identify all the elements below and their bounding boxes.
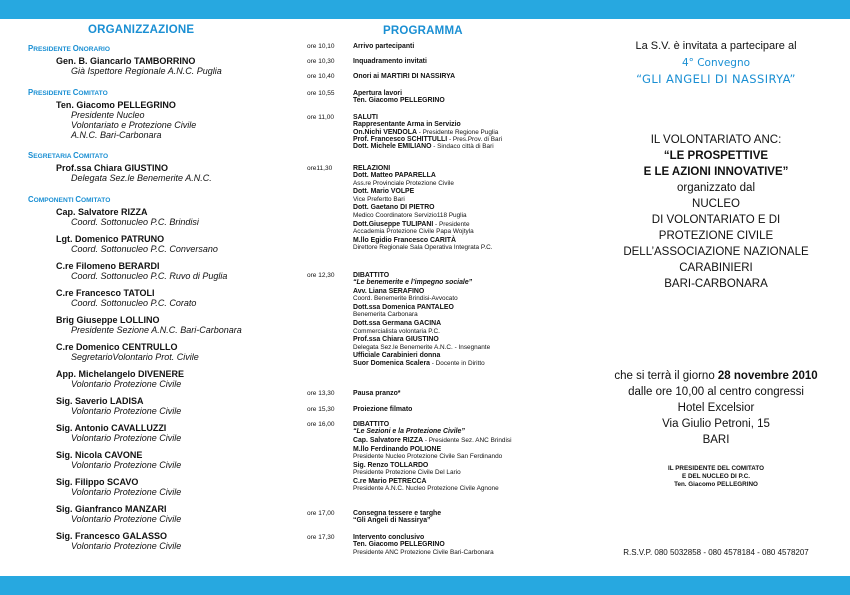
person-entry: [56, 531, 291, 551]
program-time: ore 11,00: [307, 114, 334, 121]
speaker-name: Dott. Matteo PAPARELLA: [353, 172, 436, 180]
program-title: Proiezione filmato: [353, 406, 413, 413]
program-time: ore 10,30: [307, 58, 335, 65]
speaker-name: M.llo Egidio Francesco CARITÀ: [353, 236, 456, 244]
person-name: Sig. Filippo SCAVO: [56, 477, 139, 487]
person-entry: [56, 450, 291, 470]
program-title: Inquadramento invitati: [353, 58, 427, 65]
speaker-role: Presidente A.N.C. Nucleo Protezione Civile Agnone: [353, 485, 499, 493]
person-name: Sig. Francesco GALASSO: [56, 531, 168, 541]
person-name: C.re Francesco TATOLI: [56, 288, 155, 298]
person-entry: [56, 369, 291, 389]
program-time: ore 15,30: [307, 406, 335, 413]
person-role: Coord. Sottonucleo P.C. Corato: [71, 298, 197, 308]
organizer-line: organizzato dal: [677, 182, 755, 194]
speaker-line: Suor Domenica Scalera - Docente in Diritto: [353, 359, 485, 367]
person-role: A.N.C. Bari-Carbonara: [71, 130, 162, 140]
person-entry: [56, 396, 291, 416]
speaker-name: Avv. Liana SERAFINO: [353, 288, 425, 296]
signature-line: IL PRESIDENTE DEL COMITATO: [668, 465, 764, 472]
program-time: ore 10,10: [307, 43, 335, 50]
person-entry: [56, 423, 291, 443]
speaker-role: Vice Prefertto Bari: [353, 195, 405, 203]
program-title: Pausa pranzo*: [353, 390, 401, 397]
top-color-band: [0, 0, 850, 19]
person-role: Volontario Protezione Civile: [71, 460, 182, 470]
invitation-intro: La S.V. è invitata a partecipare al: [635, 40, 797, 52]
speaker-line: Dott.Giuseppe TULIPANI - Presidente: [353, 220, 470, 228]
speaker-role: Direttore Regionale Sala Operativa Integrata P.C.: [353, 243, 493, 251]
person-role: SegretarioVolontario Prot. Civile: [71, 352, 199, 362]
speaker-role: Presidente Protezione Civile Del Lario: [353, 469, 461, 477]
speaker-name: Prof.ssa Chiara GIUSTINO: [353, 336, 439, 344]
event-date: 28 novembre 2010: [717, 370, 818, 382]
person-entry: [56, 207, 291, 227]
speaker-name: Ten. Giacomo PELLEGRINO: [353, 541, 445, 549]
person-role: Coord. Sottonucleo P.C. Brindisi: [71, 217, 199, 227]
speaker-role: Delegata Sez.le Benemerite A.N.C. - Insegnante: [353, 343, 491, 351]
person-entry: [56, 477, 291, 497]
program-subtitle: “Le Sezioni e la Protezione Civile”: [353, 428, 465, 436]
bottom-color-band: [0, 576, 850, 595]
person-entry: [56, 100, 291, 140]
organizer-line: BARI-CARBONARA: [664, 278, 768, 290]
section-presidente-onorario: PRESIDENTE ONORARIO: [28, 44, 110, 53]
speaker-role: Coord. Benemerite Brindisi-Avvocato: [353, 295, 458, 303]
signature-line: E DEL NUCLEO DI P.C.: [682, 473, 750, 480]
person-role: Presidente Nucleo: [71, 110, 145, 120]
person-name: Sig. Gianfranco MANZARI: [56, 504, 167, 514]
person-entry: [56, 163, 291, 183]
event-city: BARI: [702, 434, 730, 446]
speaker-line: On.Nichi VENDOLA - Presidente Regione Puglia: [353, 128, 499, 136]
person-entry: [56, 342, 291, 362]
person-name: Sig. Saverio LADISA: [56, 396, 144, 406]
person-role: Volontario Protezione Civile: [71, 379, 182, 389]
speaker-role: Accademia Protezione Civile Papa Wojtyla: [353, 227, 474, 235]
program-time: ore 10,55: [307, 90, 335, 97]
person-entry: [56, 288, 291, 308]
person-name: Cap. Salvatore RIZZA: [56, 207, 148, 217]
speaker-name: C.re Mario PETRECCA: [353, 478, 427, 486]
organizer-line: NUCLEO: [692, 198, 740, 210]
person-name: Prof.ssa Chiara GIUSTINO: [56, 163, 169, 173]
organizzazione-title: ORGANIZZAZIONE: [88, 24, 195, 36]
program-title: DIBATTITO: [353, 272, 390, 279]
program-time: ore 10,40: [307, 73, 335, 80]
program-title: Onori ai MARTIRI DI NASSIRYA: [353, 73, 456, 80]
speaker-name: Sig. Renzo TOLLARDO: [353, 461, 429, 469]
person-entry: [56, 234, 291, 254]
event-address: Via Giulio Petroni, 15: [662, 418, 770, 430]
theme-line: IL VOLONTARIATO ANC:: [650, 134, 782, 146]
speaker-role: Ass.re Provinciale Protezione Civile: [353, 179, 454, 187]
event-venue: Hotel Excelsior: [677, 402, 755, 414]
person-entry: [56, 56, 291, 76]
person-name: C.re Domenico CENTRULLO: [56, 342, 178, 352]
speaker-role: Presidente ANC Protezione Civile Bari-Carbonara: [353, 548, 494, 556]
person-name: App. Michelangelo DIVENERE: [56, 369, 185, 379]
program-time: ore 16,00: [307, 421, 335, 428]
program-title: RELAZIONI: [353, 165, 391, 172]
person-entry: [56, 315, 291, 335]
organizer-line: PROTEZIONE CIVILE: [658, 230, 774, 242]
program-subtitle: Rappresentante Arma in Servizio: [353, 121, 461, 129]
program-title: Arrivo partecipanti: [353, 43, 415, 50]
program-title: Intervento conclusivo: [353, 534, 425, 541]
section-componenti-comitato: COMPONENTI COMITATO: [28, 195, 111, 204]
program-time: ore 13,30: [307, 390, 335, 397]
person-name: C.re Filomeno BERARDI: [56, 261, 160, 271]
section-presidente-comitato: PRESIDENTE COMITATO: [28, 88, 108, 97]
event-detail: dalle ore 10,00 al centro congressi: [628, 386, 804, 398]
person-name: Brig Giuseppe LOLLINO: [56, 315, 160, 325]
person-name: Sig. Nicola CAVONE: [56, 450, 143, 460]
person-role: Delegata Sez.le Benemerite A.N.C.: [71, 173, 212, 183]
person-name: Ten. Giacomo PELLEGRINO: [56, 100, 176, 110]
section-segretaria-comitato: SEGRETARIA COMITATO: [28, 151, 109, 160]
person-entry: [56, 261, 291, 281]
speaker-role: Benemerita Carbonara: [353, 311, 418, 319]
program-time: ore 17,30: [307, 534, 335, 541]
speaker-line: Prof. Francesco SCHITTULLI - Pres.Prov. di Bari: [353, 135, 503, 143]
program-title: SALUTI: [353, 114, 378, 121]
person-name: Gen. B. Giancarlo TAMBORRINO: [56, 56, 196, 66]
speaker-name: M.llo Ferdinando POLIONE: [353, 445, 442, 453]
person-role: Coord. Sottonucleo P.C. Conversano: [71, 244, 218, 254]
rsvp-line: R.S.V.P. 080 5032858 - 080 4578184 - 080 4578207: [623, 548, 809, 557]
program-title: DIBATTITO: [353, 421, 390, 428]
speaker-name: Dott. Gaetano DI PIETRO: [353, 204, 435, 212]
person-role: Volontario Protezione Civile: [71, 541, 182, 551]
person-role: Coord. Sottonucleo P.C. Ruvo di Puglia: [71, 271, 228, 281]
program-title: Apertura lavori: [353, 90, 403, 97]
programma-title: PROGRAMMA: [383, 25, 463, 37]
person-name: Sig. Antonio CAVALLUZZI: [56, 423, 167, 433]
speaker-name: Dott. Mario VOLPE: [353, 188, 415, 196]
person-role: Volontariato e Protezione Civile: [71, 120, 197, 130]
speaker-name: Ten. Giacomo PELLEGRINO: [353, 97, 445, 105]
person-role: Volontario Protezione Civile: [71, 406, 182, 416]
speaker-role: Presidente Nucleo Protezione Civile San Ferdinando: [353, 453, 503, 461]
person-role: Volontario Protezione Civile: [71, 433, 182, 443]
person-name: Lgt. Domenico PATRUNO: [56, 234, 165, 244]
speaker-name: Dott.ssa Germana GACINA: [353, 320, 442, 328]
program-title: Consegna tessere e targhe: [353, 510, 442, 517]
theme-line: “LE PROSPETTIVE: [663, 150, 769, 162]
theme-line: E LE AZIONI INNOVATIVE”: [643, 166, 789, 178]
program-time: ore 12,30: [307, 272, 335, 279]
signature-name: Ten. Giacomo PELLEGRINO: [674, 481, 758, 488]
person-role: Volontario Protezione Civile: [71, 487, 182, 497]
speaker-name: Ufficiale Carabinieri donna: [353, 352, 441, 360]
convegno-name: “GLI ANGELI DI NASSIRYA”: [636, 72, 796, 86]
program-time: ore 17,00: [307, 510, 335, 517]
speaker-line: Dott. Michele EMILIANO - Sindaco città di Bari: [353, 143, 494, 151]
person-entry: [56, 504, 291, 524]
speaker-role: Medico Coordinatore Servizio118 Puglia: [353, 211, 467, 219]
speaker-line: Cap. Salvatore RIZZA - Presidente Sez. ANC Brindisi: [353, 437, 512, 445]
person-role: Già Ispettore Regionale A.N.C. Puglia: [71, 66, 222, 76]
speaker-role: Commercialista volontaria P.C.: [353, 327, 440, 335]
speaker-name: Dott.ssa Domenica PANTALEO: [353, 304, 454, 312]
organizer-line: CARABINIERI: [679, 262, 753, 274]
person-role: Presidente Sezione A.N.C. Bari-Carbonara: [71, 325, 242, 335]
person-role: Volontario Protezione Civile: [71, 514, 182, 524]
event-date-line: che si terrà il giorno 28 novembre 2010: [614, 370, 818, 382]
organizer-line: DI VOLONTARIATO E DI: [651, 214, 781, 226]
program-subtitle: “Gli Angeli di Nassirya”: [353, 517, 431, 525]
program-time: ore11,30: [307, 165, 333, 172]
organizer-line: DELL’ASSOCIAZIONE NAZIONALE: [623, 246, 809, 258]
program-subtitle: “Le benemerite e l’impegno sociale”: [353, 279, 473, 287]
convegno-number: 4° Convegno: [681, 57, 751, 69]
